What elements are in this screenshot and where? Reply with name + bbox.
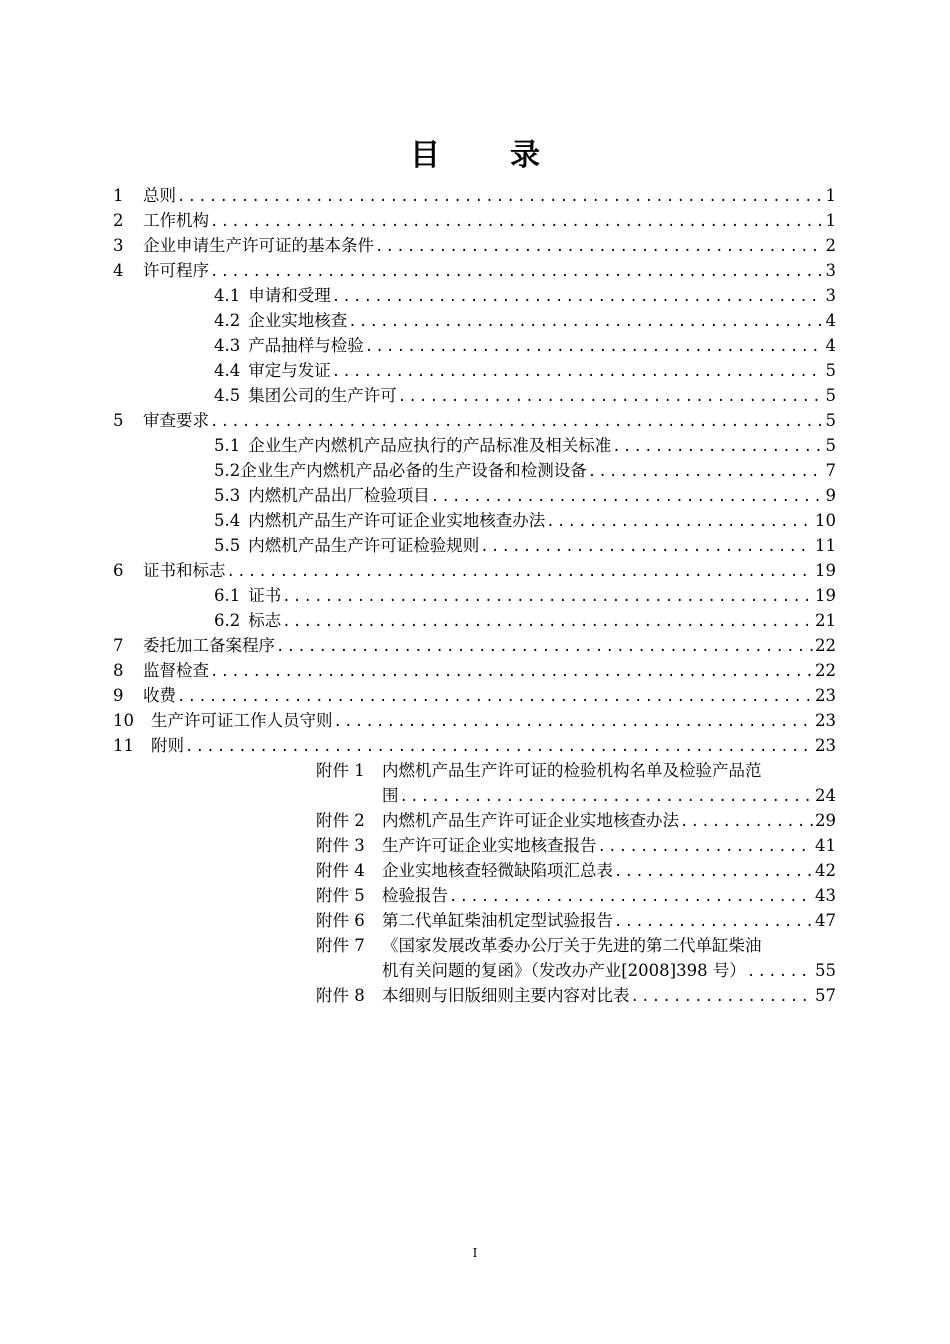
toc-page: 47	[815, 911, 836, 930]
toc-page: 5	[825, 411, 836, 430]
toc-number: 3	[113, 236, 124, 255]
toc-leader	[210, 260, 824, 284]
toc-number: 4.1	[214, 286, 241, 305]
toc-page: 23	[815, 711, 836, 730]
toc-page: 7	[825, 461, 836, 480]
toc-entry[interactable]	[214, 459, 836, 483]
toc-number: 6.2	[214, 611, 241, 630]
toc-entry[interactable]	[214, 584, 836, 608]
toc-page: 3	[825, 286, 836, 305]
toc-entry[interactable]	[214, 384, 836, 408]
toc-title: 审查要求	[143, 411, 209, 430]
toc-number: 5.3	[214, 486, 241, 505]
title-char-1: 目	[410, 138, 440, 173]
toc-leader	[747, 960, 813, 984]
toc-number: 5.4	[214, 511, 241, 530]
toc-page: 1	[825, 211, 836, 230]
toc-leader	[631, 985, 814, 1009]
toc-page: 29	[815, 811, 836, 830]
toc-number: 4.2	[214, 311, 241, 330]
toc-number: 4.5	[214, 386, 241, 405]
toc-page: 5	[825, 386, 836, 405]
toc-title: 产品抽样与检验	[248, 336, 364, 355]
attachment-entry[interactable]	[382, 784, 836, 808]
toc-entry[interactable]	[113, 209, 836, 233]
toc-number: 5.2	[214, 461, 241, 480]
toc-leader	[614, 860, 813, 884]
toc-number: 4.4	[214, 361, 241, 380]
toc-leader	[612, 435, 823, 459]
attachment-title-line1: 内燃机产品生产许可证的检验机构名单及检验产品范	[382, 761, 762, 780]
toc-entry[interactable]	[113, 684, 836, 708]
toc-entry[interactable]	[214, 484, 836, 508]
toc-number: 1	[113, 186, 124, 205]
toc-entry[interactable]	[214, 359, 836, 383]
toc-title: 总则	[143, 186, 176, 205]
toc-page: 41	[815, 836, 836, 855]
toc-page: 55	[815, 961, 836, 980]
toc-number: 6.1	[214, 586, 241, 605]
toc-page: 43	[815, 886, 836, 905]
attachment-title: 机有关问题的复函》（发改办产业[2008]398 号）	[382, 961, 746, 980]
toc-number: 10	[113, 711, 134, 730]
toc-entry[interactable]	[113, 409, 836, 433]
attachment-number: 附件 2	[316, 811, 365, 830]
toc-entry[interactable]	[214, 609, 836, 633]
toc-title: 许可程序	[143, 261, 209, 280]
toc-title: 监督检查	[143, 661, 209, 680]
attachment-entry-line1[interactable]	[316, 759, 762, 783]
toc-page: 19	[815, 561, 836, 580]
attachment-entry[interactable]	[382, 959, 836, 983]
toc-number: 11	[113, 736, 134, 755]
toc-number: 2	[113, 211, 124, 230]
attachment-entry[interactable]	[316, 809, 836, 833]
attachment-number: 附件 4	[316, 861, 365, 880]
toc-page: 42	[815, 861, 836, 880]
toc-number: 5	[113, 411, 124, 430]
toc-page: 24	[815, 786, 836, 805]
toc-number: 9	[113, 686, 124, 705]
toc-number: 5.5	[214, 536, 241, 555]
toc-leader	[210, 410, 824, 434]
toc-leader	[282, 585, 813, 609]
toc-entry[interactable]	[113, 234, 836, 258]
toc-title: 内燃机产品生产许可证企业实地核查办法	[248, 511, 546, 530]
toc-title: 证书和标志	[143, 561, 226, 580]
toc-page: 22	[815, 636, 836, 655]
toc-title: 附则	[151, 736, 184, 755]
toc-leader	[400, 785, 814, 809]
toc-leader	[365, 335, 824, 359]
attachment-entry[interactable]	[316, 984, 836, 1008]
attachment-entry[interactable]	[316, 884, 836, 908]
toc-page: 21	[815, 611, 836, 630]
toc-entry[interactable]	[214, 334, 836, 358]
toc-entry[interactable]	[214, 434, 836, 458]
toc-entry[interactable]	[113, 659, 836, 683]
toc-leader	[177, 185, 824, 209]
toc-title: 收费	[143, 686, 176, 705]
toc-title: 审定与发证	[248, 361, 331, 380]
toc-number: 8	[113, 661, 124, 680]
toc-leader	[480, 535, 813, 559]
toc-number: 4	[113, 261, 124, 280]
page-title	[0, 130, 950, 174]
toc-page: 57	[815, 986, 836, 1005]
toc-leader	[210, 210, 824, 234]
toc-entry[interactable]	[214, 309, 836, 333]
toc-title: 内燃机产品生产许可证检验规则	[248, 536, 480, 555]
attachment-number: 附件 7	[316, 936, 365, 955]
toc-leader	[614, 910, 813, 934]
toc-page: 5	[825, 361, 836, 380]
attachment-number: 附件 3	[316, 836, 365, 855]
toc-leader	[332, 285, 824, 309]
toc-entry[interactable]	[113, 559, 836, 583]
toc-title: 申请和受理	[248, 286, 331, 305]
toc-page: 3	[825, 261, 836, 280]
toc-leader	[282, 610, 813, 634]
toc-entry[interactable]	[214, 509, 836, 533]
toc-entry[interactable]	[214, 534, 836, 558]
toc-leader	[398, 385, 824, 409]
toc-leader	[185, 735, 813, 759]
attachment-number: 附件 5	[316, 886, 365, 905]
attachment-title: 检验报告	[382, 886, 448, 905]
toc-title: 工作机构	[143, 211, 209, 230]
toc-leader	[276, 635, 813, 659]
toc-page: 10	[815, 511, 836, 530]
toc-page: 23	[815, 686, 836, 705]
attachment-title: 企业实地核查轻微缺陷项汇总表	[382, 861, 613, 880]
attachment-entry[interactable]	[316, 859, 836, 883]
attachment-entry[interactable]	[316, 909, 836, 933]
toc-page: 19	[815, 586, 836, 605]
toc-page: 2	[825, 236, 836, 255]
toc-leader	[680, 810, 813, 834]
attachment-title: 生产许可证企业实地核查报告	[382, 836, 597, 855]
attachment-number: 附件 6	[316, 911, 365, 930]
toc-title: 企业申请生产许可证的基本条件	[143, 236, 374, 255]
attachment-title: 第二代单缸柴油机定型试验报告	[382, 911, 613, 930]
toc-title: 生产许可证工作人员守则	[151, 711, 333, 730]
toc-number: 5.1	[214, 436, 241, 455]
toc-leader	[334, 710, 814, 734]
attachment-entry-line1[interactable]	[316, 934, 762, 958]
toc-number: 6	[113, 561, 124, 580]
toc-leader	[598, 835, 814, 859]
toc-leader	[177, 685, 813, 709]
toc-leader	[227, 560, 814, 584]
toc-leader	[375, 235, 824, 259]
toc-page: 9	[825, 486, 836, 505]
toc-entry[interactable]	[113, 184, 836, 208]
toc-title: 企业生产内燃机产品应执行的产品标准及相关标准	[248, 436, 612, 455]
attachment-title: 本细则与旧版细则主要内容对比表	[382, 986, 630, 1005]
toc-page: 23	[815, 736, 836, 755]
attachment-title: 围	[382, 786, 399, 805]
toc-page: 4	[825, 336, 836, 355]
toc-page: 11	[815, 536, 836, 555]
toc-leader	[348, 310, 823, 334]
page-number: I	[472, 1246, 478, 1260]
toc-title: 企业生产内燃机产品必备的生产设备和检测设备	[240, 461, 587, 480]
toc-page: 4	[825, 311, 836, 330]
toc-entry[interactable]	[113, 709, 836, 733]
toc-entry[interactable]	[113, 259, 836, 283]
attachment-title: 内燃机产品生产许可证企业实地核查办法	[382, 811, 679, 830]
toc-number: 7	[113, 636, 124, 655]
toc-title: 证书	[248, 586, 282, 605]
toc-title: 标志	[248, 611, 282, 630]
toc-entry[interactable]	[214, 284, 836, 308]
toc-page: 1	[825, 186, 836, 205]
toc-leader	[449, 885, 813, 909]
toc-leader	[431, 485, 824, 509]
toc-leader	[546, 510, 813, 534]
toc-title: 企业实地核查	[248, 311, 348, 330]
title-char-2: 录	[510, 138, 540, 173]
attachment-number: 附件 1	[316, 761, 365, 780]
toc-leader	[210, 660, 813, 684]
toc-leader	[332, 360, 824, 384]
toc-page: 22	[815, 661, 836, 680]
toc-number: 4.3	[214, 336, 241, 355]
toc-page: 5	[825, 436, 836, 455]
attachment-entry[interactable]	[316, 834, 836, 858]
toc-entry[interactable]	[113, 734, 836, 758]
toc-title: 集团公司的生产许可	[248, 386, 397, 405]
toc-title: 委托加工备案程序	[143, 636, 275, 655]
attachment-title-line1: 《国家发展改革委办公厅关于先进的第二代单缸柴油	[382, 936, 762, 955]
toc-entry[interactable]	[113, 634, 836, 658]
attachment-number: 附件 8	[316, 986, 365, 1005]
toc-title: 内燃机产品出厂检验项目	[248, 486, 430, 505]
toc-leader	[588, 460, 824, 484]
